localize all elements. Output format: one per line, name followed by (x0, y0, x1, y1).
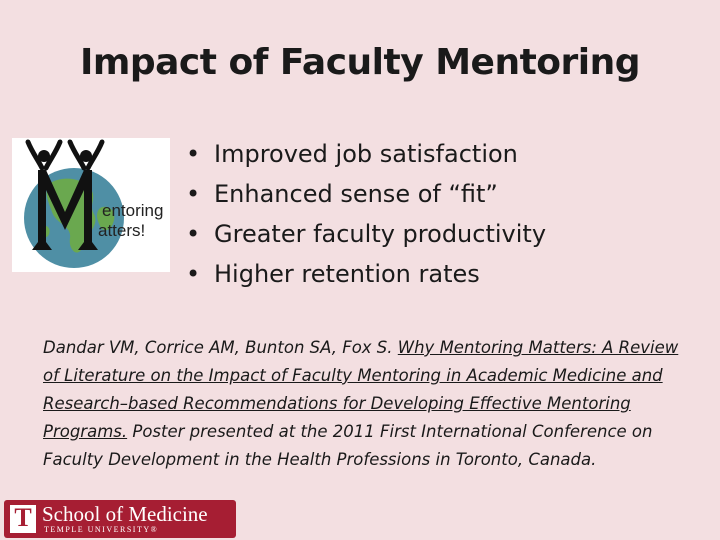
school-of-medicine-logo[interactable] (4, 500, 236, 538)
bullet-item (186, 174, 546, 214)
slide-title: Impact of Faculty Mentoring (79, 42, 641, 83)
bullet-text: Enhanced sense of “fit” (214, 180, 498, 208)
citation-rest: Poster presented at the 2011 First International Conference on Faculty Development in the Health Professions in Toronto, Canada. (43, 422, 653, 469)
citation-title-link[interactable]: Why Mentoring Matters: A Review of Literature on the Impact of Faculty Mentoring in Academic Medicine and Research–based Recommendations for Developing Effective Mentoring Programs. (43, 338, 679, 441)
mentoring-matters-logo (12, 138, 170, 272)
university-name: TEMPLE UNIVERSITY® (44, 525, 159, 534)
bullet-item (186, 214, 546, 254)
logo-text-line2: atters! (98, 221, 146, 240)
bullet-symbol: • (186, 260, 201, 288)
bullet-symbol: • (186, 180, 201, 208)
bullet-text: Improved job satisfaction (214, 140, 518, 168)
bullet-item (186, 254, 546, 294)
bullet-item (186, 134, 546, 174)
bullet-symbol: • (186, 140, 201, 168)
bullet-symbol: • (186, 220, 201, 248)
logo-text-line1: entoring (102, 201, 164, 220)
citation (43, 334, 691, 474)
temple-t-letter: T (14, 503, 32, 532)
bullet-text: Greater faculty productivity (214, 220, 547, 248)
globe-people-icon (12, 138, 170, 272)
bullet-list (186, 134, 546, 294)
school-name: School of Medicine (42, 502, 208, 526)
citation-authors: Dandar VM, Corrice AM, Bunton SA, Fox S. (43, 338, 398, 357)
bullet-text: Higher retention rates (214, 260, 480, 288)
